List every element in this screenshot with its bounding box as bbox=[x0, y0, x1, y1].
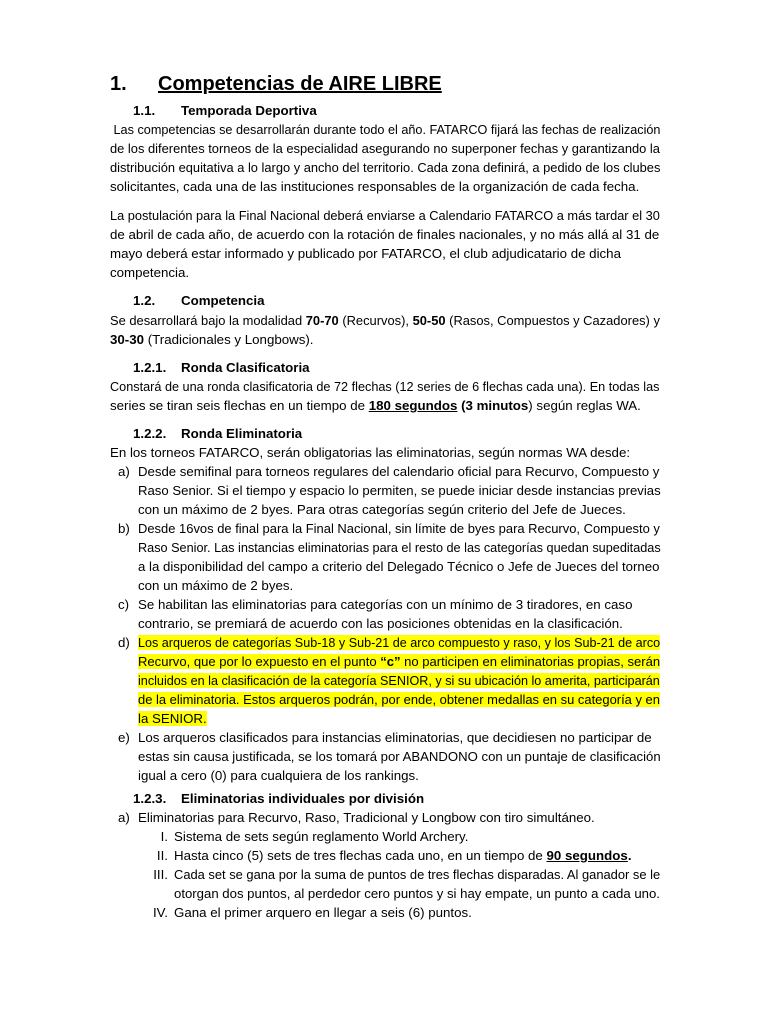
item-e-line1: Los arqueros clasificados para instancias eliminatorias, que decidiesen no participar de bbox=[138, 730, 652, 745]
item-b-marker: b) bbox=[118, 521, 130, 536]
roman-3-marker: III. bbox=[153, 867, 168, 882]
roman-3-line2: otorgan dos puntos, al perdedor cero puntos y si hay empate, un punto a cada uno. bbox=[174, 886, 660, 901]
s11-p2-line3: mayo deberá estar informado y publicado por FATARCO, el club adjudicatario de dicha bbox=[110, 246, 621, 261]
item-c-line1: Se habilitan las eliminatorias para categorías con un mínimo de 3 tiradores, en caso bbox=[138, 597, 633, 612]
roman-3-line1: Cada set se gana por la suma de puntos de tres flechas disparadas. Al ganador se le bbox=[174, 867, 661, 882]
s11-p2-line2: de abril de cada año, de acuerdo con la rotación de finales nacionales, y no más allá al 31 de bbox=[110, 227, 660, 242]
section-1-2-heading: 1.2. Competencia bbox=[133, 293, 265, 308]
item-b-line4: con un máximo de 2 byes. bbox=[138, 578, 294, 593]
roman-1-text: Sistema de sets según reglamento World Archery. bbox=[174, 829, 469, 844]
item-d-line3: incluidos en la clasificación de la categoría SENIOR, y si su ubicación lo amerita, participarán bbox=[138, 673, 660, 688]
s12-line2: 30-30 (Tradicionales y Longbows). bbox=[110, 332, 314, 347]
item-a-marker: a) bbox=[118, 464, 130, 479]
roman-4-marker: IV. bbox=[152, 905, 168, 920]
item-d-line4: de la eliminatoria. Estos arqueros podrán, por ende, obtener medallas en su categoría y en bbox=[138, 692, 660, 707]
item-a-line2: Raso Senior. Si el tiempo y espacio lo permiten, se puede iniciar desde instancias previas bbox=[138, 483, 661, 498]
item-d-line5: la SENIOR. bbox=[138, 711, 207, 726]
section-1-1-heading: 1.1. Temporada Deportiva bbox=[133, 103, 317, 118]
s122-intro: En los torneos FATARCO, serán obligatorias las eliminatorias, según normas WA desde: bbox=[110, 445, 631, 460]
heading-number: 1. bbox=[110, 73, 127, 95]
item-d-line2: Recurvo, que por lo expuesto en el punto “c” no participen en eliminatorias propias, serán bbox=[138, 654, 661, 669]
item-e-line2: estas sin causa justificada, se los tomará por ABANDONO con un puntaje de clasificación bbox=[138, 749, 661, 764]
section-1-2-1-heading: 1.2.1. Ronda Clasificatoria bbox=[133, 360, 310, 375]
s123-a-text: Eliminatorias para Recurvo, Raso, Tradicional y Longbow con tiro simultáneo. bbox=[138, 810, 595, 825]
roman-4-text: Gana el primer arquero en llegar a seis (6) puntos. bbox=[174, 905, 472, 920]
section-1-2-2-heading: 1.2.2. Ronda Eliminatoria bbox=[133, 426, 303, 441]
heading-title: Competencias de AIRE LIBRE bbox=[158, 73, 442, 95]
item-b-line2: Raso Senior. Las instancias eliminatorias para el resto de las categorías quedan supeditadas bbox=[138, 540, 661, 555]
section-1-2-3-heading: 1.2.3. Eliminatorias individuales por división bbox=[133, 791, 425, 806]
s121-line1: Constará de una ronda clasificatoria de 72 flechas (12 series de 6 flechas cada una). En todas las bbox=[110, 379, 660, 394]
item-b-line3: a la disponibilidad del campo a criterio del Delegado Técnico o Jefe de Jueces del torneo bbox=[138, 559, 660, 574]
s121-line2: series se tiran seis flechas en un tiempo de 180 segundos (3 minutos) según reglas WA. bbox=[110, 398, 641, 413]
s12-line1: Se desarrollará bajo la modalidad 70-70 (Recurvos), 50-50 (Rasos, Compuestos y Cazadores) y bbox=[110, 313, 660, 328]
item-d-marker: d) bbox=[118, 635, 130, 650]
s11-p2-line4: competencia. bbox=[110, 265, 190, 280]
item-e-line3: igual a cero (0) para cualquiera de los rankings. bbox=[138, 768, 419, 783]
s11-p1-line3: distribución equitativa a lo largo y ancho del territorio. Cada zona definirá, a pedido de los clubes bbox=[110, 160, 661, 175]
item-c-marker: c) bbox=[118, 597, 130, 612]
s11-p1-line2: de los diferentes torneos de la especialidad asegurando no superponer fechas y garantizando la bbox=[110, 141, 660, 156]
s123-a-marker: a) bbox=[118, 810, 130, 825]
roman-1-marker: I. bbox=[160, 829, 168, 844]
item-a-line1: Desde semifinal para torneos regulares del calendario oficial para Recurvo, Compuesto y bbox=[138, 464, 660, 479]
roman-2-marker: II. bbox=[156, 848, 168, 863]
s11-p1-line1: Las competencias se desarrollarán durante todo el año. FATARCO fijará las fechas de realización bbox=[110, 122, 661, 137]
roman-2-text: Hasta cinco (5) sets de tres flechas cada uno, en un tiempo de 90 segundos. bbox=[174, 848, 632, 863]
s11-p2-line1: La postulación para la Final Nacional deberá enviarse a Calendario FATARCO a más tardar el 30 bbox=[110, 208, 660, 223]
item-b-line1: Desde 16vos de final para la Final Nacional, sin límite de byes para Recurvo, Compuesto y bbox=[138, 521, 660, 536]
s11-p1-line4: solicitantes, cada una de las instituciones responsables de la organización de cada fecha. bbox=[110, 179, 640, 194]
item-a-line3: con un máximo de 2 byes. Para otras categorías según criterio del Jefe de Jueces. bbox=[138, 502, 626, 517]
item-d-line1: Los arqueros de categorías Sub-18 y Sub-21 de arco compuesto y raso, y los Sub-21 de arco bbox=[138, 635, 661, 650]
item-c-line2: contrario, se premiará de acuerdo con las posiciones obtenidas en la clasificación. bbox=[138, 616, 623, 631]
main-heading bbox=[110, 71, 442, 97]
item-e-marker: e) bbox=[118, 730, 130, 745]
